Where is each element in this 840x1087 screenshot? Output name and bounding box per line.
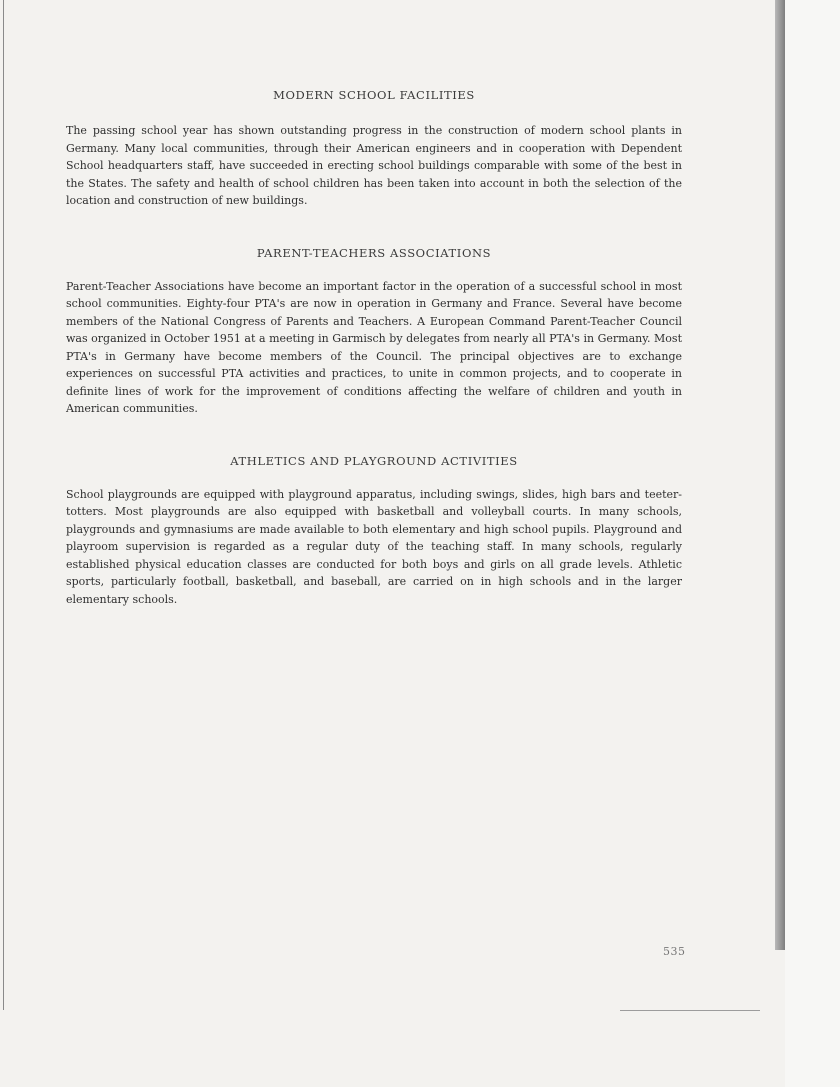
paragraph-parent-teachers-associations: Parent-Teacher Associations have become an important factor in the operation of a successful school in most school communities. Eighty-four PTA's are now in operation in Germany and France. Several have become members of the National Congress of Parents and Teachers. A European Command Parent-Teacher Council was organized in October 1951 at a meeting in Garmisch by delegates from nearly all PTA's in Germany. Most PTA's in Germany have become members of the Council. The principal objectives are to exchange experiences on successful PTA activities and practices, to unite in common projects, and to cooperate in definite lines of work for the improvement of conditions affecting the welfare of children and youth in American communities. bbox=[66, 279, 682, 415]
bottom-rule bbox=[620, 1010, 760, 1011]
heading-parent-teachers-associations: PARENT-TEACHERS ASSOCIATIONS bbox=[256, 245, 492, 260]
heading-modern-school-facilities: MODERN SCHOOL FACILITIES bbox=[273, 88, 475, 102]
page-edge-left bbox=[3, 0, 4, 1010]
heading-athletics-playground: ATHLETICS AND PLAYGROUND ACTIVITIES bbox=[230, 453, 518, 468]
paragraph-athletics-playground: School playgrounds are equipped with playground apparatus, including swings, slides, high bars and teeter-totters. Most playgrounds are also equipped with basketball and volleyball courts. In many schools, playgrounds and gymnasiums are made available to both elementary and high school pupils. Playground and playroom supervision is regarded as a regular duty of the teaching staff. In many schools, regularly established physical education classes are conducted for both boys and girls on all grade levels. Athletic sports, particularly football, basketball, and baseball, are carried on in high schools and in the larger elementary schools. bbox=[66, 487, 682, 606]
right-margin bbox=[785, 0, 840, 1087]
paragraph-modern-school-facilities: The passing school year has shown outstanding progress in the construction of modern school plants in Germany. Many local communities, through their American engineers and in cooperation with Dependent School headquarters staff, have succeeded in erecting school buildings comparable with some of the best in the States. The safety and health of school children has been taken into account in both the selection of the location and construction of new buildings. bbox=[66, 124, 682, 207]
document-content bbox=[66, 88, 682, 608]
page-edge-shadow bbox=[775, 0, 785, 950]
page-number: 535 bbox=[663, 945, 686, 958]
